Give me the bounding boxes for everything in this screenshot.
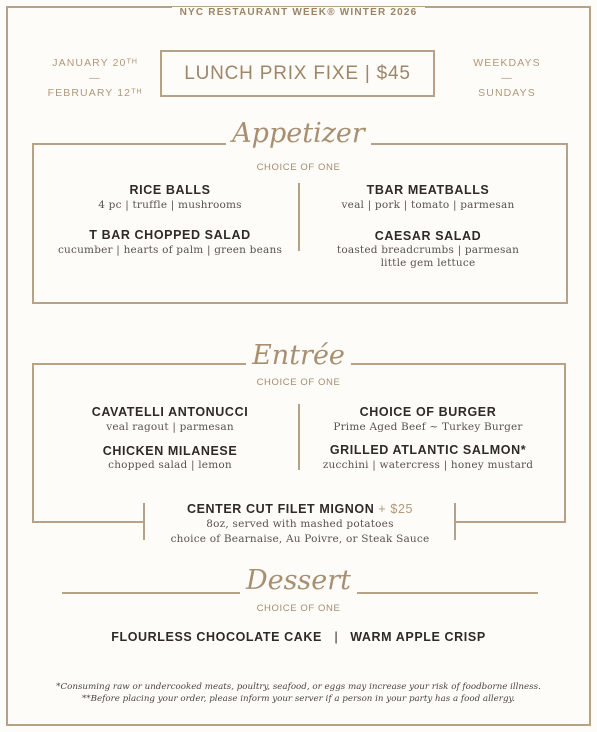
entree-heading-wrap: [0, 340, 597, 371]
appetizer-choice: CHOICE OF ONE: [256, 162, 341, 173]
item-caesar-desc2: little gem lettuce: [380, 257, 476, 269]
dessert-heading-wrap: [0, 565, 597, 596]
days-end: SUNDAYS: [478, 87, 536, 99]
item-meatballs-desc: veal | pork | tomato | parmesan: [341, 199, 515, 211]
item-cavatelli-desc: veal ragout | parmesan: [106, 421, 234, 433]
item-caesar-desc: toasted breadcrumbs | parmesan: [336, 244, 520, 256]
item-burger: CHOICE OF BURGER: [359, 405, 497, 419]
dessert-items: [0, 628, 597, 646]
date-dash: —: [89, 72, 101, 84]
item-salmon: GRILLED ATLANTIC SALMON*: [329, 443, 527, 457]
page-title: LUNCH PRIX FIXE | $45: [184, 63, 411, 84]
days-start: WEEKDAYS: [473, 57, 541, 69]
item-chicken-milanese: CHICKEN MILANESE: [102, 444, 238, 458]
entree-frame-bottom-right: [454, 521, 566, 523]
item-filet-mignon-desc: 8oz, served with mashed potatoes: [206, 518, 394, 530]
item-chicken-milanese-desc: chopped salad | lemon: [108, 459, 232, 471]
item-apple-crisp: WARM APPLE CRISP: [350, 630, 486, 644]
date-range: [40, 56, 150, 101]
days-dash: —: [501, 72, 513, 84]
appetizer-heading-wrap: [0, 118, 597, 149]
date-start: JANUARY 20ᵀᴴ: [52, 57, 138, 69]
item-salmon-desc: zucchini | watercress | honey mustard: [322, 459, 534, 471]
title-box: [160, 50, 435, 97]
appetizer-heading: Appetizer: [226, 118, 371, 149]
item-burger-desc: Prime Aged Beef ~ Turkey Burger: [333, 421, 523, 433]
item-chopped-salad-desc: cucumber | hearts of palm | green beans: [57, 244, 283, 256]
item-filet-mignon-desc2: choice of Bearnaise, Au Poivre, or Steak Sauce: [170, 533, 430, 545]
item-filet-mignon: [150, 502, 450, 516]
dessert-choice: CHOICE OF ONE: [256, 603, 341, 614]
item-rice-balls-desc: 4 pc | truffle | mushrooms: [98, 199, 242, 211]
banner-text: NYC RESTAURANT WEEK® WINTER 2026: [172, 7, 426, 18]
footnote-raw-food: *Consuming raw or undercooked meats, poultry, seafood, or eggs may increase your risk of foodborne illness.: [56, 682, 541, 692]
entree-choice: CHOICE OF ONE: [256, 377, 341, 388]
item-chopped-salad: T BAR CHOPPED SALAD: [89, 228, 251, 242]
item-cavatelli: CAVATELLI ANTONUCCI: [91, 405, 249, 419]
days-range: [452, 56, 562, 101]
date-end: FEBRUARY 12ᵀᴴ: [47, 87, 143, 99]
footnote-allergy: **Before placing your order, please inform your server if a person in your party has a food allergy.: [81, 694, 516, 704]
dessert-separator: |: [334, 629, 338, 644]
item-filet-mignon-price: + $25: [378, 502, 414, 516]
item-rice-balls: RICE BALLS: [129, 183, 211, 197]
item-meatballs: TBAR MEATBALLS: [366, 183, 490, 197]
item-filet-mignon-name: CENTER CUT FILET MIGNON: [186, 502, 375, 516]
footer-notes: [0, 681, 597, 705]
item-chocolate-cake: FLOURLESS CHOCOLATE CAKE: [111, 630, 322, 644]
dessert-heading: Dessert: [240, 565, 357, 596]
entree-frame-bottom-left: [32, 521, 144, 523]
item-caesar: CAESAR SALAD: [374, 229, 482, 243]
banner: [0, 8, 597, 26]
entree-heading: Entrée: [246, 340, 351, 371]
